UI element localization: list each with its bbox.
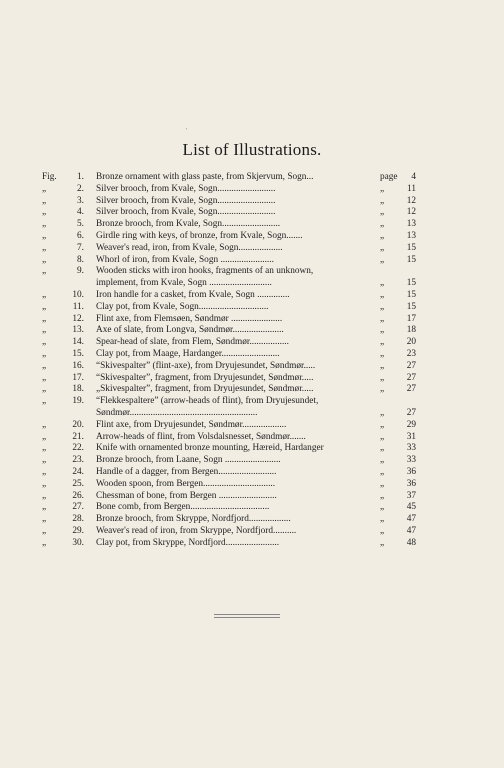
fig-prefix: „ <box>42 195 47 206</box>
page-label: „ <box>380 525 385 536</box>
page-number: 15 <box>406 289 416 300</box>
fig-number: 14. <box>72 337 84 348</box>
list-item <box>0 502 504 514</box>
list-item <box>0 314 504 326</box>
fig-number: 10. <box>72 289 84 300</box>
fig-number: 29. <box>72 525 84 536</box>
page-label: „ <box>380 443 385 454</box>
page-label: „ <box>380 502 385 513</box>
fig-description: Weaver's read of iron, from Skryppe, Nordfjord.......... <box>96 525 297 536</box>
list-item <box>0 290 504 302</box>
page-label: „ <box>380 278 385 289</box>
fig-prefix: „ <box>42 443 47 454</box>
page-label: „ <box>380 537 385 548</box>
page-number: 29 <box>406 419 416 430</box>
fig-description: “Skivespalter”, fragment, from Dryujesundet, Søndmør..... <box>96 372 314 383</box>
page-label: „ <box>380 195 385 206</box>
list-item <box>0 302 504 314</box>
page-number: 27 <box>406 407 416 418</box>
divider-rule-bottom <box>214 617 280 618</box>
fig-prefix: „ <box>42 384 47 395</box>
fig-prefix: „ <box>42 372 47 383</box>
fig-description: “Skivespalter” (flint-axe), from Dryujesundet, Søndmør..... <box>96 360 316 371</box>
fig-prefix: „ <box>42 254 47 265</box>
list-item <box>0 467 504 479</box>
fig-description: Spear-head of slate, from Flem, Søndmør................. <box>96 337 289 348</box>
fig-number: 23. <box>72 455 84 466</box>
page-label: „ <box>380 219 385 230</box>
fig-number: 30. <box>72 537 84 548</box>
page-label: „ <box>380 407 385 418</box>
fig-description: Søndmør....................................................... <box>96 407 258 418</box>
page-number: 47 <box>406 525 416 536</box>
fig-prefix: „ <box>42 207 47 218</box>
list-item <box>0 443 504 455</box>
fig-description: Silver brooch, from Kvale, Sogn......................... <box>96 195 276 206</box>
fig-description: Bone comb, from Bergen.................................. <box>96 502 270 513</box>
fig-number: 11. <box>72 301 84 312</box>
fig-number: 3. <box>77 195 84 206</box>
fig-number: 25. <box>72 478 84 489</box>
list-item <box>0 337 504 349</box>
page-number: 27 <box>406 384 416 395</box>
page-number: 12 <box>406 195 416 206</box>
fig-number: 27. <box>72 502 84 513</box>
fig-description: Bronze brooch, from Laane, Sogn ........................ <box>96 455 281 466</box>
list-item <box>0 384 504 396</box>
list-item <box>0 219 504 231</box>
page-number: 27 <box>406 360 416 371</box>
fig-number: 1. <box>77 172 84 182</box>
list-item <box>0 278 504 290</box>
fig-prefix: „ <box>42 325 47 336</box>
list-item <box>0 408 504 420</box>
fig-description: „Skivespalter”, fragment, from Dryujesundet, Søndmør..... <box>96 384 314 395</box>
page-number: 11 <box>407 183 416 194</box>
fig-description: Clay pot, from Skryppe, Nordfjord....................... <box>96 537 280 548</box>
fig-description: Clay pot, from Maage, Hardanger......................... <box>96 348 280 359</box>
list-item <box>0 514 504 526</box>
page-label: „ <box>380 372 385 383</box>
list-item <box>0 196 504 208</box>
divider-rule-top <box>214 614 280 615</box>
page-number: 33 <box>406 443 416 454</box>
fig-prefix: „ <box>42 301 47 312</box>
page-number: 15 <box>406 242 416 253</box>
fig-number: 9. <box>77 266 84 277</box>
page-number: 33 <box>406 455 416 466</box>
fig-description: Whorl of iron, from Kvale, Sogn ....................... <box>96 254 274 265</box>
page-title: List of Illustrations. <box>182 140 322 159</box>
fig-description: Flint axe, from Flemsøen, Søndmør ...................... <box>96 313 283 324</box>
list-item <box>0 373 504 385</box>
fig-prefix: „ <box>42 525 47 536</box>
page-number: 4 <box>411 172 416 182</box>
list-item <box>0 420 504 432</box>
page-number: 18 <box>406 325 416 336</box>
fig-number: 6. <box>77 230 84 241</box>
list-item <box>0 325 504 337</box>
fig-description: Bronze brooch, from Kvale, Sogn......................... <box>96 219 281 230</box>
fig-number: 5. <box>77 219 84 230</box>
page-label: „ <box>380 431 385 442</box>
fig-number: 7. <box>77 242 84 253</box>
fig-description: Flint axe, from Dryujesundet, Søndmør................... <box>96 419 287 430</box>
fig-prefix: „ <box>42 337 47 348</box>
fig-description: Knife with ornamented bronze mounting, Hæreid, Hardanger <box>96 443 324 454</box>
page-number: 36 <box>406 478 416 489</box>
fig-prefix: „ <box>42 478 47 489</box>
fig-number: 17. <box>72 372 84 383</box>
page-number: 13 <box>406 230 416 241</box>
list-item <box>0 255 504 267</box>
fig-description: Handle of a dagger, from Bergen......................... <box>96 466 277 477</box>
page-number: 15 <box>406 278 416 289</box>
page-label: „ <box>380 254 385 265</box>
page-label: „ <box>380 337 385 348</box>
fig-description: Arrow-heads of flint, from Volsdalsnesset, Søndmør....... <box>96 431 306 442</box>
page-number: 31 <box>406 431 416 442</box>
fig-number: 26. <box>72 490 84 501</box>
fig-prefix: „ <box>42 396 47 407</box>
list-item <box>0 231 504 243</box>
fig-number: 2. <box>77 183 84 194</box>
fig-prefix: „ <box>42 183 47 194</box>
fig-description: Clay pot, from Kvale, Sogn.............................. <box>96 301 269 312</box>
page-label: „ <box>380 301 385 312</box>
page-label: „ <box>380 490 385 501</box>
fig-number: 4. <box>77 207 84 218</box>
corner-mark: ' <box>186 128 188 134</box>
page-number: 15 <box>406 254 416 265</box>
illustration-list <box>0 172 504 550</box>
fig-number: 22. <box>72 443 84 454</box>
page-number: 13 <box>406 219 416 230</box>
fig-prefix: „ <box>42 348 47 359</box>
fig-prefix: „ <box>42 219 47 230</box>
page-label: „ <box>380 183 385 194</box>
fig-number: 12. <box>72 313 84 324</box>
list-item <box>0 361 504 373</box>
fig-prefix: „ <box>42 289 47 300</box>
fig-number: 8. <box>77 254 84 265</box>
list-item <box>0 491 504 503</box>
list-item <box>0 349 504 361</box>
fig-number: 13. <box>72 325 84 336</box>
fig-prefix: „ <box>42 360 47 371</box>
page-number: 12 <box>406 207 416 218</box>
list-item <box>0 266 504 278</box>
page-label: „ <box>380 455 385 466</box>
list-item <box>0 396 504 408</box>
page-number: 27 <box>406 372 416 383</box>
fig-description: Girdle ring with keys, of bronze, from Kvale, Sogn....... <box>96 230 303 241</box>
fig-description: Silver brooch, from Kvale, Sogn......................... <box>96 207 276 218</box>
page-label: „ <box>380 313 385 324</box>
fig-description: “Flekkespaltere” (arrow-heads of flint), from Dryujesundet, <box>96 396 319 407</box>
list-item <box>0 184 504 196</box>
fig-prefix: „ <box>42 419 47 430</box>
page-number: 37 <box>406 490 416 501</box>
list-item <box>0 432 504 444</box>
page-label: page <box>380 172 398 182</box>
fig-prefix: „ <box>42 313 47 324</box>
list-item <box>0 538 504 550</box>
page-label: „ <box>380 478 385 489</box>
fig-number: 18. <box>72 384 84 395</box>
fig-prefix: „ <box>42 490 47 501</box>
page-number: 15 <box>406 301 416 312</box>
fig-prefix: „ <box>42 431 47 442</box>
fig-number: 20. <box>72 419 84 430</box>
list-item <box>0 479 504 491</box>
fig-number: 24. <box>72 466 84 477</box>
fig-number: 16. <box>72 360 84 371</box>
list-item <box>0 455 504 467</box>
page-label: „ <box>380 325 385 336</box>
page-label: „ <box>380 207 385 218</box>
fig-description: implement, from Kvale, Sogn ........................... <box>96 278 272 289</box>
page-number: 17 <box>406 313 416 324</box>
page-label: „ <box>380 360 385 371</box>
fig-description: Iron handle for a casket, from Kvale, Sogn .............. <box>96 289 290 300</box>
fig-prefix: „ <box>42 466 47 477</box>
page-label: „ <box>380 348 385 359</box>
page-label: „ <box>380 419 385 430</box>
page-number: 45 <box>406 502 416 513</box>
list-item <box>0 243 504 255</box>
list-item <box>0 207 504 219</box>
page-label: „ <box>380 514 385 525</box>
fig-description: Chessman of bone, from Bergen ......................... <box>96 490 277 501</box>
fig-description: Wooden sticks with iron hooks, fragments of an unknown, <box>96 266 314 277</box>
page-number: 36 <box>406 466 416 477</box>
fig-number: 21. <box>72 431 84 442</box>
fig-description: Bronze brooch, from Skryppe, Nordfjord.................. <box>96 514 291 525</box>
page-label: „ <box>380 242 385 253</box>
fig-prefix: „ <box>42 537 47 548</box>
fig-description: Silver brooch, from Kvale, Sogn......................... <box>96 183 276 194</box>
fig-description: Weaver's read, iron, from Kvale, Sogn................... <box>96 242 283 253</box>
fig-prefix: „ <box>42 242 47 253</box>
fig-description: Bronze ornament with glass paste, from Skjervum, Sogn... <box>96 172 314 182</box>
page-label: „ <box>380 230 385 241</box>
fig-prefix: „ <box>42 266 47 277</box>
page-number: 47 <box>406 514 416 525</box>
page-label: „ <box>380 466 385 477</box>
fig-description: Axe of slate, from Longva, Søndmør...................... <box>96 325 284 336</box>
page-number: 48 <box>406 537 416 548</box>
fig-prefix: „ <box>42 514 47 525</box>
page-number: 20 <box>406 337 416 348</box>
page-number: 23 <box>406 348 416 359</box>
list-item <box>0 526 504 538</box>
fig-number: 19. <box>72 396 84 407</box>
page-label: „ <box>380 384 385 395</box>
fig-number: 28. <box>72 514 84 525</box>
page-label: „ <box>380 289 385 300</box>
list-item <box>0 172 504 184</box>
fig-prefix: „ <box>42 230 47 241</box>
fig-prefix: „ <box>42 502 47 513</box>
fig-description: Wooden spoon, from Bergen............................... <box>96 478 276 489</box>
fig-prefix: „ <box>42 455 47 466</box>
fig-number: 15. <box>72 348 84 359</box>
fig-prefix: Fig. <box>42 172 57 182</box>
